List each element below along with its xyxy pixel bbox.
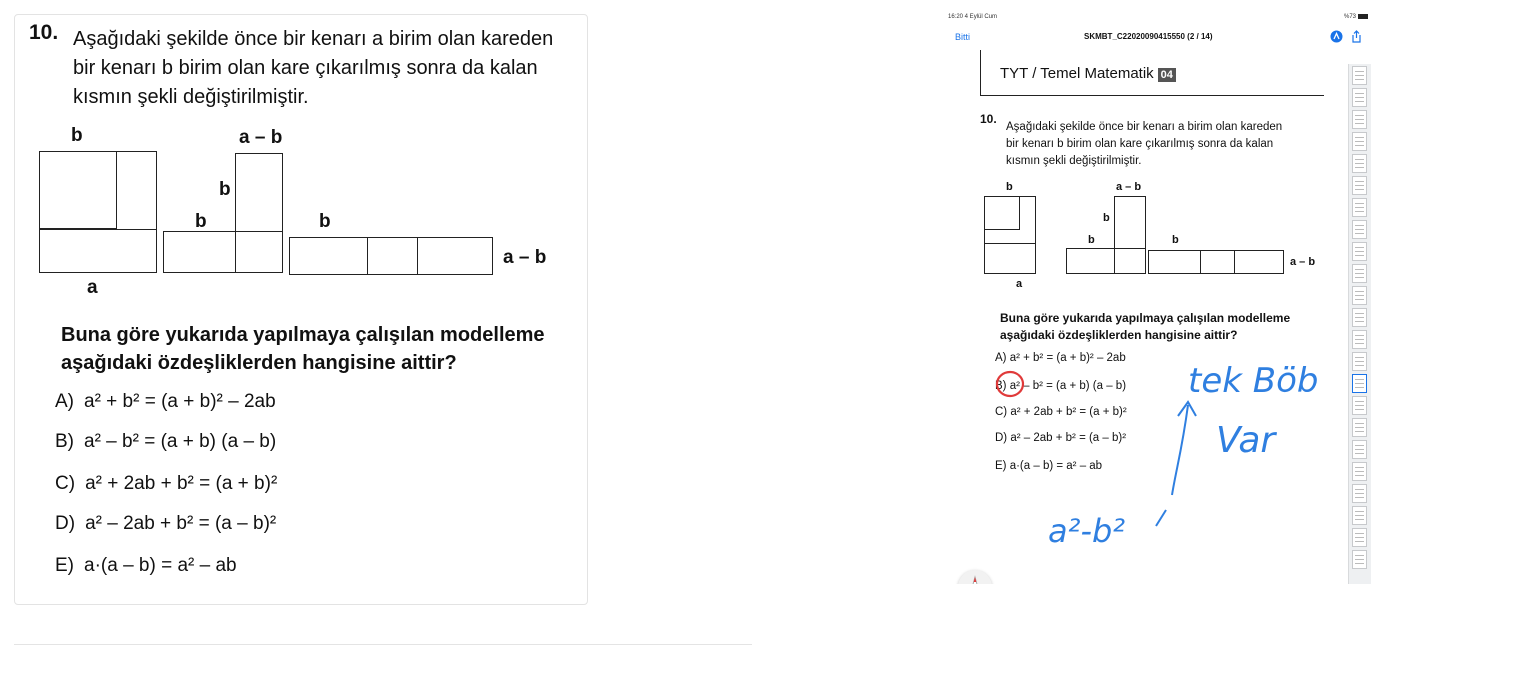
option-letter: B) <box>55 431 74 452</box>
page-thumbnail[interactable] <box>1352 506 1367 525</box>
option-letter: E) <box>995 460 1007 472</box>
battery-icon <box>1358 14 1368 19</box>
status-battery <box>1344 14 1368 20</box>
square-figure <box>944 50 1324 310</box>
label-a-minus-b-right: a – b <box>1290 256 1316 268</box>
pencil-tool-button[interactable] <box>958 570 992 584</box>
handwriting-expression: a²-b² <box>1048 512 1126 550</box>
option-d[interactable] <box>55 513 276 535</box>
question-number: 10. <box>29 21 59 44</box>
option-letter: D) <box>995 432 1008 444</box>
divider <box>14 644 752 645</box>
long-rect-div2 <box>1234 250 1235 274</box>
prompt-line: aşağıdaki özdeşliklerden hangisine aittir? <box>1000 328 1238 342</box>
long-rect <box>289 237 493 275</box>
page-thumbnail[interactable] <box>1352 484 1367 503</box>
page-thumbnail[interactable] <box>1352 396 1367 415</box>
label-a-minus-b: a – b <box>1116 181 1142 193</box>
wide-rect-left <box>163 231 283 273</box>
question-line: bir kenarı b birim olan kare çıkarılmış sonra da kalan <box>1006 138 1274 150</box>
label-b-right: b <box>1172 234 1179 246</box>
header-text: TYT / Temel Matematik <box>1000 65 1154 82</box>
share-icon[interactable] <box>1350 30 1363 43</box>
document-page[interactable] <box>944 50 1324 584</box>
long-rect <box>1148 250 1284 274</box>
ipad-screenshot <box>944 12 1374 584</box>
status-time: 16:20 4 Eylül Cum <box>948 14 998 20</box>
label-b-horizontal: b <box>1088 234 1095 246</box>
square-figure <box>15 15 587 315</box>
option-text: a·(a – b) = a² – ab <box>84 555 237 576</box>
page-thumbnail[interactable] <box>1352 154 1367 173</box>
page-thumbnail-strip[interactable] <box>1348 64 1371 584</box>
handwriting-line1: tek Böb <box>1188 361 1319 401</box>
prompt-line: Buna göre yukarıda yapılmaya çalışılan modelleme <box>61 324 545 346</box>
page-thumbnail[interactable] <box>1352 418 1367 437</box>
long-rect-div1 <box>367 237 368 275</box>
option-letter: E) <box>55 555 74 576</box>
pencil-icon <box>958 570 992 584</box>
option-text: a² + b² = (a + b)² – 2ab <box>84 391 276 412</box>
handwriting-line2: Var <box>1216 420 1276 461</box>
option-text: a² + b² = (a + b)² – 2ab <box>1009 352 1126 364</box>
option-text: a² – b² = (a + b) (a – b) <box>84 431 277 452</box>
question-line: Aşağıdaki şekilde önce bir kenarı a birim olan kareden <box>73 28 554 50</box>
option-c[interactable] <box>995 406 1127 418</box>
page-thumbnail[interactable] <box>1352 462 1367 481</box>
page-thumbnail[interactable] <box>1352 132 1367 151</box>
option-text: a² – b² = (a + b) (a – b) <box>1009 380 1127 392</box>
question-number: 10. <box>980 112 997 126</box>
battery-percent: %73 <box>1343 14 1356 21</box>
label-b-right: b <box>319 211 331 232</box>
done-button[interactable]: Bitti <box>955 32 971 42</box>
option-letter: A) <box>55 391 74 412</box>
label-a-minus-b-right: a – b <box>503 247 547 268</box>
page-thumbnail[interactable] <box>1352 374 1367 393</box>
question-prompt <box>61 321 571 377</box>
markup-icon[interactable] <box>1330 30 1343 43</box>
option-e[interactable] <box>55 555 237 577</box>
long-rect-div1 <box>1200 250 1201 274</box>
option-b[interactable] <box>995 380 1126 392</box>
label-a-minus-b: a – b <box>239 127 283 148</box>
header-badge: 04 <box>1158 68 1176 82</box>
option-a[interactable] <box>55 391 276 413</box>
question-line: Aşağıdaki şekilde önce bir kenarı a birim olan kareden <box>1006 121 1283 133</box>
option-d[interactable] <box>995 432 1126 444</box>
inner-square-small <box>984 196 1020 230</box>
option-text: a² – 2ab + b² = (a – b)² <box>85 513 277 534</box>
page-thumbnail[interactable] <box>1352 242 1367 261</box>
option-a[interactable] <box>995 352 1126 364</box>
question-line: kısmın şekli değiştirilmiştir. <box>1006 155 1142 167</box>
option-text: a² + 2ab + b² = (a + b)² <box>85 473 278 494</box>
long-rect-div2 <box>417 237 418 275</box>
option-letter: D) <box>55 513 76 534</box>
page-thumbnail[interactable] <box>1352 220 1367 239</box>
arrow-stroke <box>1172 402 1196 495</box>
option-letter: C) <box>55 473 76 494</box>
option-c[interactable] <box>55 473 277 495</box>
page-thumbnail[interactable] <box>1352 88 1367 107</box>
page-thumbnail[interactable] <box>1352 198 1367 217</box>
label-b-vertical: b <box>1103 212 1110 224</box>
page-thumbnail[interactable] <box>1352 440 1367 459</box>
inner-square <box>39 151 117 229</box>
question-prompt <box>1000 310 1324 344</box>
option-text: a·(a – b) = a² – ab <box>1009 460 1103 472</box>
label-b: b <box>1006 181 1013 193</box>
page-thumbnail[interactable] <box>1352 286 1367 305</box>
option-e[interactable] <box>995 460 1102 472</box>
page-thumbnail[interactable] <box>1352 550 1367 569</box>
option-letter: C) <box>995 406 1008 418</box>
option-text: a² – 2ab + b² = (a – b)² <box>1010 432 1127 444</box>
page-thumbnail[interactable] <box>1352 264 1367 283</box>
option-letter: B) <box>995 380 1007 392</box>
page-thumbnail[interactable] <box>1352 528 1367 547</box>
label-b-vertical: b <box>219 179 231 200</box>
label-a: a <box>87 277 98 298</box>
option-b[interactable] <box>55 431 276 453</box>
option-letter: A) <box>995 352 1007 364</box>
question-line: bir kenarı b birim olan kare çıkarılmış sonra da kalan <box>73 57 538 79</box>
page-thumbnail[interactable] <box>1352 330 1367 349</box>
page-thumbnail[interactable] <box>1352 176 1367 195</box>
page-thumbnail[interactable] <box>1352 352 1367 371</box>
page-thumbnail[interactable] <box>1352 308 1367 327</box>
page-thumbnail[interactable] <box>1352 110 1367 129</box>
scanned-question-card <box>14 14 588 605</box>
prompt-line: Buna göre yukarıda yapılmaya çalışılan modelleme <box>1000 311 1291 325</box>
page-thumbnail[interactable] <box>1352 66 1367 85</box>
option-text: a² + 2ab + b² = (a + b)² <box>1010 406 1127 418</box>
label-a: a <box>1016 278 1023 290</box>
document-title: SKMBT_C22020090415550 (2 / 14) <box>1084 32 1213 41</box>
question-line: kısmın şekli değiştirilmiştir. <box>73 86 309 108</box>
label-b-horizontal: b <box>195 211 207 232</box>
label-b: b <box>71 125 83 146</box>
wide-rect-left <box>1066 248 1146 274</box>
prompt-line: aşağıdaki özdeşliklerden hangisine aittir? <box>61 352 457 374</box>
slash-stroke <box>1156 510 1166 526</box>
big-square-bottom-line <box>39 229 157 230</box>
